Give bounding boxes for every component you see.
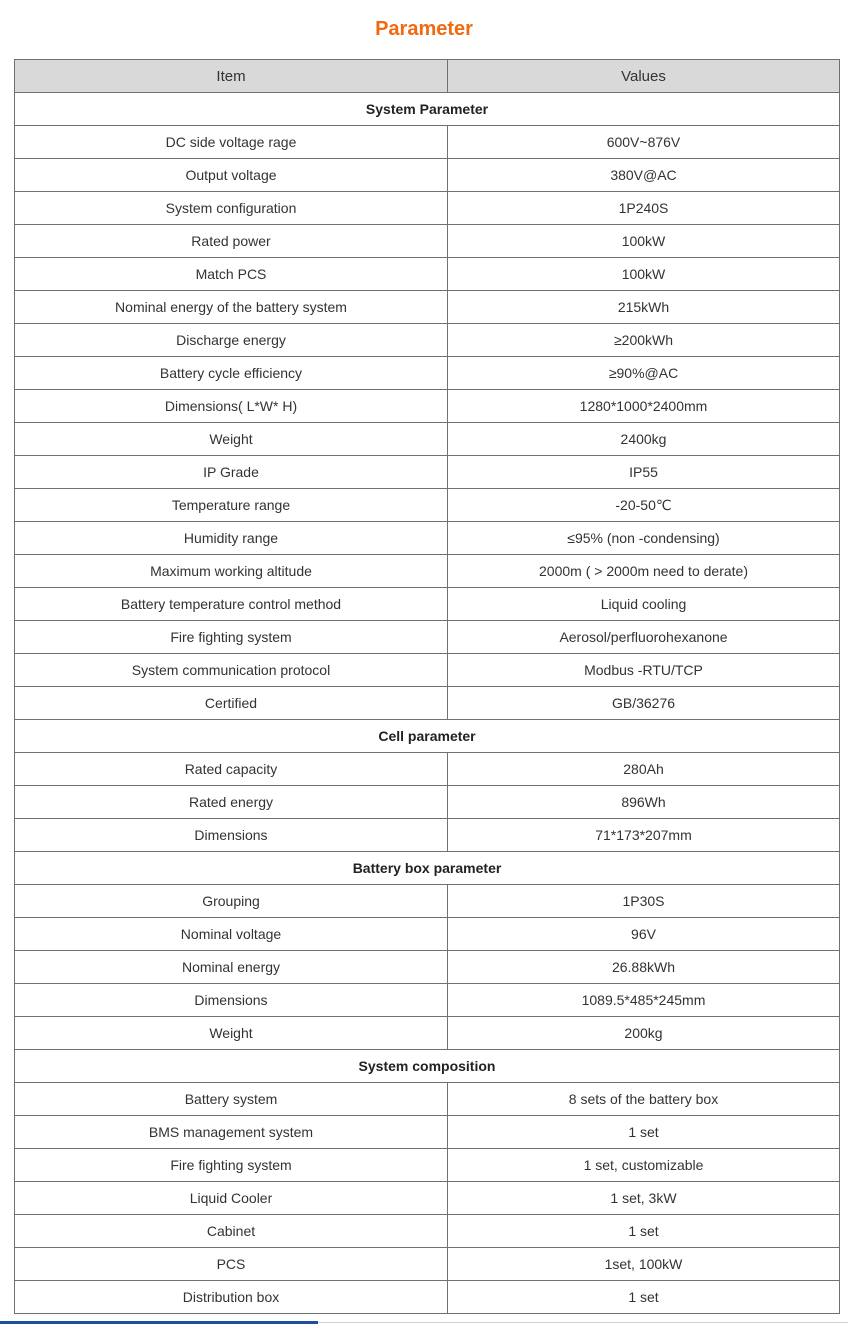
value-cell: Modbus -RTU/TCP — [448, 654, 840, 687]
table-row — [15, 885, 840, 918]
item-cell: Cabinet — [15, 1215, 448, 1248]
value-cell: 2400kg — [448, 423, 840, 456]
parameter-table — [14, 59, 840, 1314]
table-row — [15, 390, 840, 423]
section-title: Battery box parameter — [15, 852, 840, 885]
item-cell: Dimensions — [15, 819, 448, 852]
section-title: System Parameter — [15, 93, 840, 126]
value-cell: ≥90%@AC — [448, 357, 840, 390]
item-cell: Rated capacity — [15, 753, 448, 786]
table-row — [15, 489, 840, 522]
value-cell: 215kWh — [448, 291, 840, 324]
item-cell: Temperature range — [15, 489, 448, 522]
value-cell: IP55 — [448, 456, 840, 489]
table-row — [15, 324, 840, 357]
value-cell: 100kW — [448, 258, 840, 291]
table-row — [15, 1083, 840, 1116]
item-cell: Grouping — [15, 885, 448, 918]
value-cell: -20-50℃ — [448, 489, 840, 522]
item-cell: System communication protocol — [15, 654, 448, 687]
value-cell: 1280*1000*2400mm — [448, 390, 840, 423]
table-row — [15, 1248, 840, 1281]
table-row — [15, 126, 840, 159]
value-cell: 200kg — [448, 1017, 840, 1050]
table-row — [15, 1182, 840, 1215]
item-cell: Battery system — [15, 1083, 448, 1116]
value-cell: 8 sets of the battery box — [448, 1083, 840, 1116]
table-row — [15, 1017, 840, 1050]
item-cell: Liquid Cooler — [15, 1182, 448, 1215]
table-row — [15, 588, 840, 621]
item-cell: BMS management system — [15, 1116, 448, 1149]
item-cell: Fire fighting system — [15, 1149, 448, 1182]
header-item: Item — [15, 60, 448, 93]
item-cell: Rated power — [15, 225, 448, 258]
item-cell: Dimensions( L*W* H) — [15, 390, 448, 423]
table-row — [15, 654, 840, 687]
item-cell: Nominal voltage — [15, 918, 448, 951]
table-row — [15, 918, 840, 951]
item-cell: Dimensions — [15, 984, 448, 1017]
item-cell: PCS — [15, 1248, 448, 1281]
value-cell: 1089.5*485*245mm — [448, 984, 840, 1017]
item-cell: Battery temperature control method — [15, 588, 448, 621]
table-row — [15, 819, 840, 852]
table-row — [15, 456, 840, 489]
table-header-row — [15, 60, 840, 93]
value-cell: 1 set — [448, 1116, 840, 1149]
value-cell: GB/36276 — [448, 687, 840, 720]
table-row — [15, 225, 840, 258]
table-row — [15, 1149, 840, 1182]
value-cell: 1set, 100kW — [448, 1248, 840, 1281]
value-cell: Liquid cooling — [448, 588, 840, 621]
page-title: Parameter — [375, 18, 473, 40]
value-cell: 100kW — [448, 225, 840, 258]
value-cell: 96V — [448, 918, 840, 951]
value-cell: 600V~876V — [448, 126, 840, 159]
table-row — [15, 1116, 840, 1149]
table-row — [15, 1281, 840, 1314]
value-cell: 1 set — [448, 1281, 840, 1314]
item-cell: Discharge energy — [15, 324, 448, 357]
item-cell: Output voltage — [15, 159, 448, 192]
section-header-row — [15, 1050, 840, 1083]
item-cell: Distribution box — [15, 1281, 448, 1314]
item-cell: Humidity range — [15, 522, 448, 555]
value-cell: 1P240S — [448, 192, 840, 225]
section-header-row — [15, 852, 840, 885]
table-row — [15, 357, 840, 390]
value-cell: 1 set, 3kW — [448, 1182, 840, 1215]
section-title: Cell parameter — [15, 720, 840, 753]
section-header-row — [15, 720, 840, 753]
table-row — [15, 192, 840, 225]
table-row — [15, 951, 840, 984]
table-row — [15, 621, 840, 654]
item-cell: Fire fighting system — [15, 621, 448, 654]
bottom-divider — [318, 1322, 848, 1323]
item-cell: Rated energy — [15, 786, 448, 819]
value-cell: 1 set — [448, 1215, 840, 1248]
table-row — [15, 984, 840, 1017]
table-row — [15, 291, 840, 324]
value-cell: ≤95% (non -condensing) — [448, 522, 840, 555]
value-cell: 896Wh — [448, 786, 840, 819]
table-row — [15, 687, 840, 720]
item-cell: Nominal energy of the battery system — [15, 291, 448, 324]
item-cell: Maximum working altitude — [15, 555, 448, 588]
value-cell: 1 set, customizable — [448, 1149, 840, 1182]
item-cell: Battery cycle efficiency — [15, 357, 448, 390]
table-row — [15, 786, 840, 819]
header-values: Values — [448, 60, 840, 93]
value-cell: 26.88kWh — [448, 951, 840, 984]
item-cell: Match PCS — [15, 258, 448, 291]
value-cell: ≥200kWh — [448, 324, 840, 357]
value-cell: 71*173*207mm — [448, 819, 840, 852]
item-cell: DC side voltage rage — [15, 126, 448, 159]
item-cell: IP Grade — [15, 456, 448, 489]
item-cell: Certified — [15, 687, 448, 720]
value-cell: 1P30S — [448, 885, 840, 918]
item-cell: Weight — [15, 1017, 448, 1050]
item-cell: Weight — [15, 423, 448, 456]
table-row — [15, 555, 840, 588]
item-cell: Nominal energy — [15, 951, 448, 984]
section-title: System composition — [15, 1050, 840, 1083]
section-header-row — [15, 93, 840, 126]
table-row — [15, 423, 840, 456]
table-row — [15, 753, 840, 786]
table-row — [15, 522, 840, 555]
item-cell: System configuration — [15, 192, 448, 225]
value-cell: Aerosol/perfluorohexanone — [448, 621, 840, 654]
value-cell: 380V@AC — [448, 159, 840, 192]
table-body — [15, 93, 840, 1314]
table-row — [15, 258, 840, 291]
table-row — [15, 1215, 840, 1248]
table-row — [15, 159, 840, 192]
value-cell: 280Ah — [448, 753, 840, 786]
value-cell: 2000m ( > 2000m need to derate) — [448, 555, 840, 588]
